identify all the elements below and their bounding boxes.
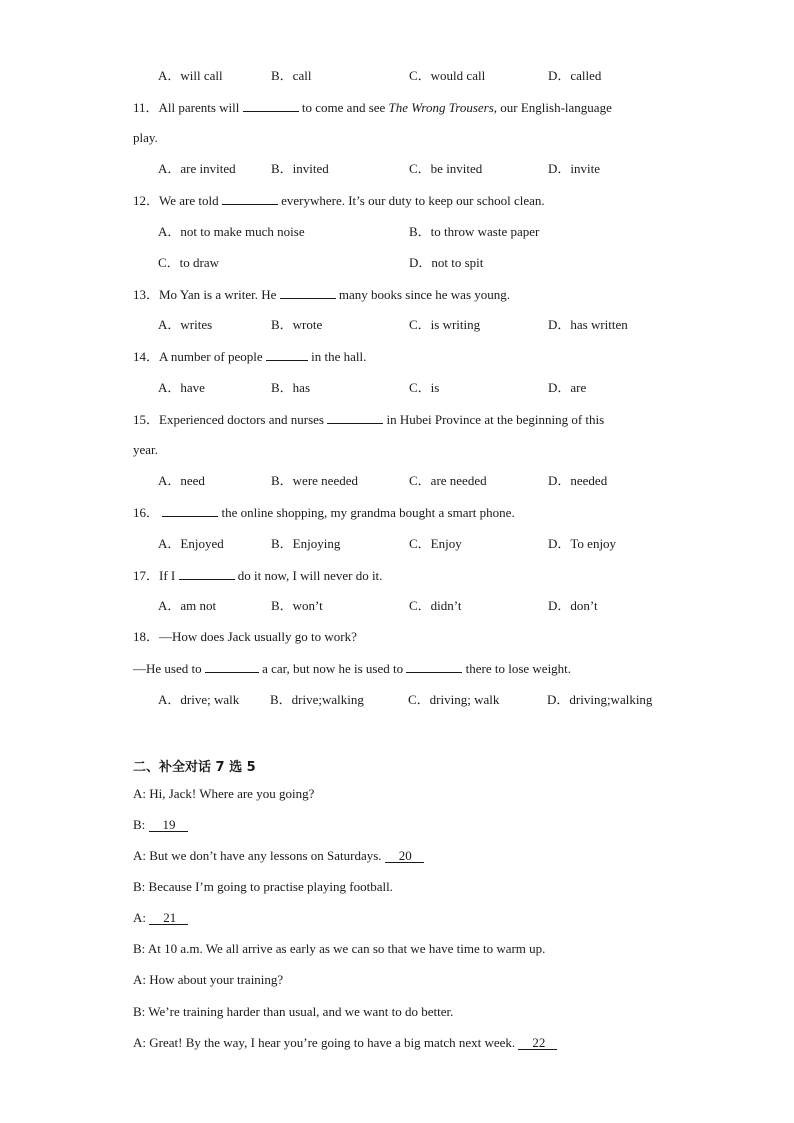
q12-blank[interactable]	[222, 192, 278, 205]
q11-stem-cont: play.	[133, 130, 158, 145]
q11-option-d[interactable]: D．invite	[548, 161, 600, 176]
q11-stem	[133, 99, 612, 116]
q14-blank[interactable]	[266, 348, 308, 361]
q15-prefix: 15．Experienced doctors and nurses	[133, 412, 328, 427]
q18-option-d[interactable]: D．driving;walking	[547, 692, 653, 707]
q14-options	[158, 380, 718, 396]
q16-option-c[interactable]: C．Enjoy	[409, 536, 462, 551]
q16-option-a[interactable]: A．Enjoyed	[158, 536, 224, 551]
q17-option-b[interactable]: B．won’t	[271, 598, 323, 613]
q12-option-a[interactable]: A．not to make much noise	[158, 224, 305, 239]
q18-answer-suffix: there to lose weight.	[462, 661, 572, 676]
q15-blank[interactable]	[327, 411, 383, 424]
q10-option-c[interactable]: C．would call	[409, 68, 486, 83]
q18-option-c[interactable]: C．driving; walk	[408, 692, 500, 707]
q18-answer-mid: a car, but now he is used to	[258, 661, 407, 676]
q11-option-c[interactable]: C．be invited	[409, 161, 483, 176]
dialog-line-4: B: Because I’m going to practise playing football.	[133, 879, 393, 894]
dialog-line-1: A: Hi, Jack! Where are you going?	[133, 786, 315, 801]
section2-title: 二、补全对话 7 选 5	[133, 760, 256, 775]
q13-option-d[interactable]: D．has written	[548, 317, 628, 332]
dialog-line-9	[133, 1035, 557, 1051]
blank-21[interactable]: 21	[149, 911, 188, 925]
q18-option-b[interactable]: B．drive;walking	[270, 692, 364, 707]
q18-question: 18．—How does Jack usually go to work?	[133, 629, 357, 644]
q12-suffix: everywhere. It’s our duty to keep our school clean.	[277, 193, 545, 208]
q16-option-b[interactable]: B．Enjoying	[271, 536, 341, 551]
q15-option-b[interactable]: B．were needed	[271, 473, 358, 488]
q17-prefix: 17．If I	[133, 568, 179, 583]
q17-blank[interactable]	[179, 567, 235, 580]
q13-blank[interactable]	[280, 286, 336, 299]
dialog-line-3	[133, 848, 424, 864]
q18-options	[158, 692, 718, 708]
q14-option-d[interactable]: D．are	[548, 380, 587, 395]
q12-option-b[interactable]: B．to throw waste paper	[409, 224, 540, 239]
q11-options	[158, 161, 718, 177]
q11-title: The Wrong Trousers	[388, 100, 494, 115]
q18-option-a[interactable]: A．drive; walk	[158, 692, 240, 707]
q11-option-a[interactable]: A．are invited	[158, 161, 236, 176]
q17-option-a[interactable]: A．am not	[158, 598, 217, 613]
q16-options	[158, 536, 718, 552]
blank-22[interactable]: 22	[518, 1036, 557, 1050]
q11-prefix: 11．All parents will	[133, 100, 243, 115]
dialog-line-3-prefix: A: But we don’t have any lessons on Saturdays.	[133, 848, 385, 863]
q18-blank-2[interactable]	[406, 660, 462, 673]
q15-stem	[133, 411, 604, 428]
q12-options-row1	[158, 224, 718, 240]
q12-prefix: 12．We are told	[133, 193, 222, 208]
q16-option-d[interactable]: D．To enjoy	[548, 536, 617, 551]
q17-options	[158, 598, 718, 614]
q13-option-c[interactable]: C．is writing	[409, 317, 481, 332]
q13-prefix: 13．Mo Yan is a writer. He	[133, 287, 280, 302]
q10-options	[158, 68, 718, 84]
q14-prefix: 14．A number of people	[133, 349, 266, 364]
q15-option-a[interactable]: A．need	[158, 473, 205, 488]
q15-option-d[interactable]: D．needed	[548, 473, 608, 488]
q13-option-b[interactable]: B．wrote	[271, 317, 323, 332]
q18-blank-1[interactable]	[205, 660, 259, 673]
blank-20[interactable]: 20	[385, 849, 424, 863]
dialog-line-6: B: At 10 a.m. We all arrive as early as we can so that we have time to warm up.	[133, 941, 546, 956]
q17-option-c[interactable]: C．didn’t	[409, 598, 462, 613]
q15-suffix: in Hubei Province at the beginning of this	[383, 412, 605, 427]
q16-prefix: 16．	[133, 505, 163, 520]
q10-option-b[interactable]: B．call	[271, 68, 312, 83]
q16-stem	[133, 504, 515, 521]
q12-stem	[133, 192, 545, 209]
dialog-line-5	[133, 910, 188, 926]
dialog-line-2-prefix: B:	[133, 817, 149, 832]
dialog-line-9-prefix: A: Great! By the way, I hear you’re going to have a big match next week.	[133, 1035, 519, 1050]
q17-stem	[133, 567, 382, 584]
q16-blank[interactable]	[162, 504, 218, 517]
q14-option-a[interactable]: A．have	[158, 380, 205, 395]
dialog-line-5-prefix: A:	[133, 910, 150, 925]
dialog-line-7: A: How about your training?	[133, 972, 284, 987]
q17-option-d[interactable]: D．don’t	[548, 598, 598, 613]
q18-answer	[133, 660, 571, 677]
q13-stem	[133, 286, 510, 303]
q12-option-d[interactable]: D．not to spit	[409, 255, 484, 270]
q14-suffix: in the hall.	[307, 349, 367, 364]
q16-suffix: the online shopping, my grandma bought a smart phone.	[218, 505, 515, 520]
q14-stem	[133, 348, 366, 365]
q11-suffix: , our English-language	[493, 100, 612, 115]
q18-answer-prefix: —He used to	[133, 661, 205, 676]
q15-option-c[interactable]: C．are needed	[409, 473, 487, 488]
q15-options	[158, 473, 718, 489]
dialog-line-2	[133, 817, 188, 833]
q14-option-b[interactable]: B．has	[271, 380, 311, 395]
q17-suffix: do it now, I will never do it.	[234, 568, 383, 583]
q10-option-d[interactable]: D．called	[548, 68, 602, 83]
q11-mid: to come and see	[298, 100, 389, 115]
q11-option-b[interactable]: B．invited	[271, 161, 329, 176]
q13-suffix: many books since he was young.	[335, 287, 510, 302]
q13-options	[158, 317, 718, 333]
blank-19[interactable]: 19	[149, 818, 188, 832]
dialog-line-8: B: We’re training harder than usual, and we want to do better.	[133, 1004, 454, 1019]
q10-option-a[interactable]: A．will call	[158, 68, 223, 83]
q15-stem-cont: year.	[133, 442, 158, 457]
q12-option-c[interactable]: C．to draw	[158, 255, 220, 270]
q14-option-c[interactable]: C．is	[409, 380, 440, 395]
q12-options-row2	[158, 255, 718, 271]
q13-option-a[interactable]: A．writes	[158, 317, 213, 332]
q11-blank[interactable]	[243, 99, 299, 112]
